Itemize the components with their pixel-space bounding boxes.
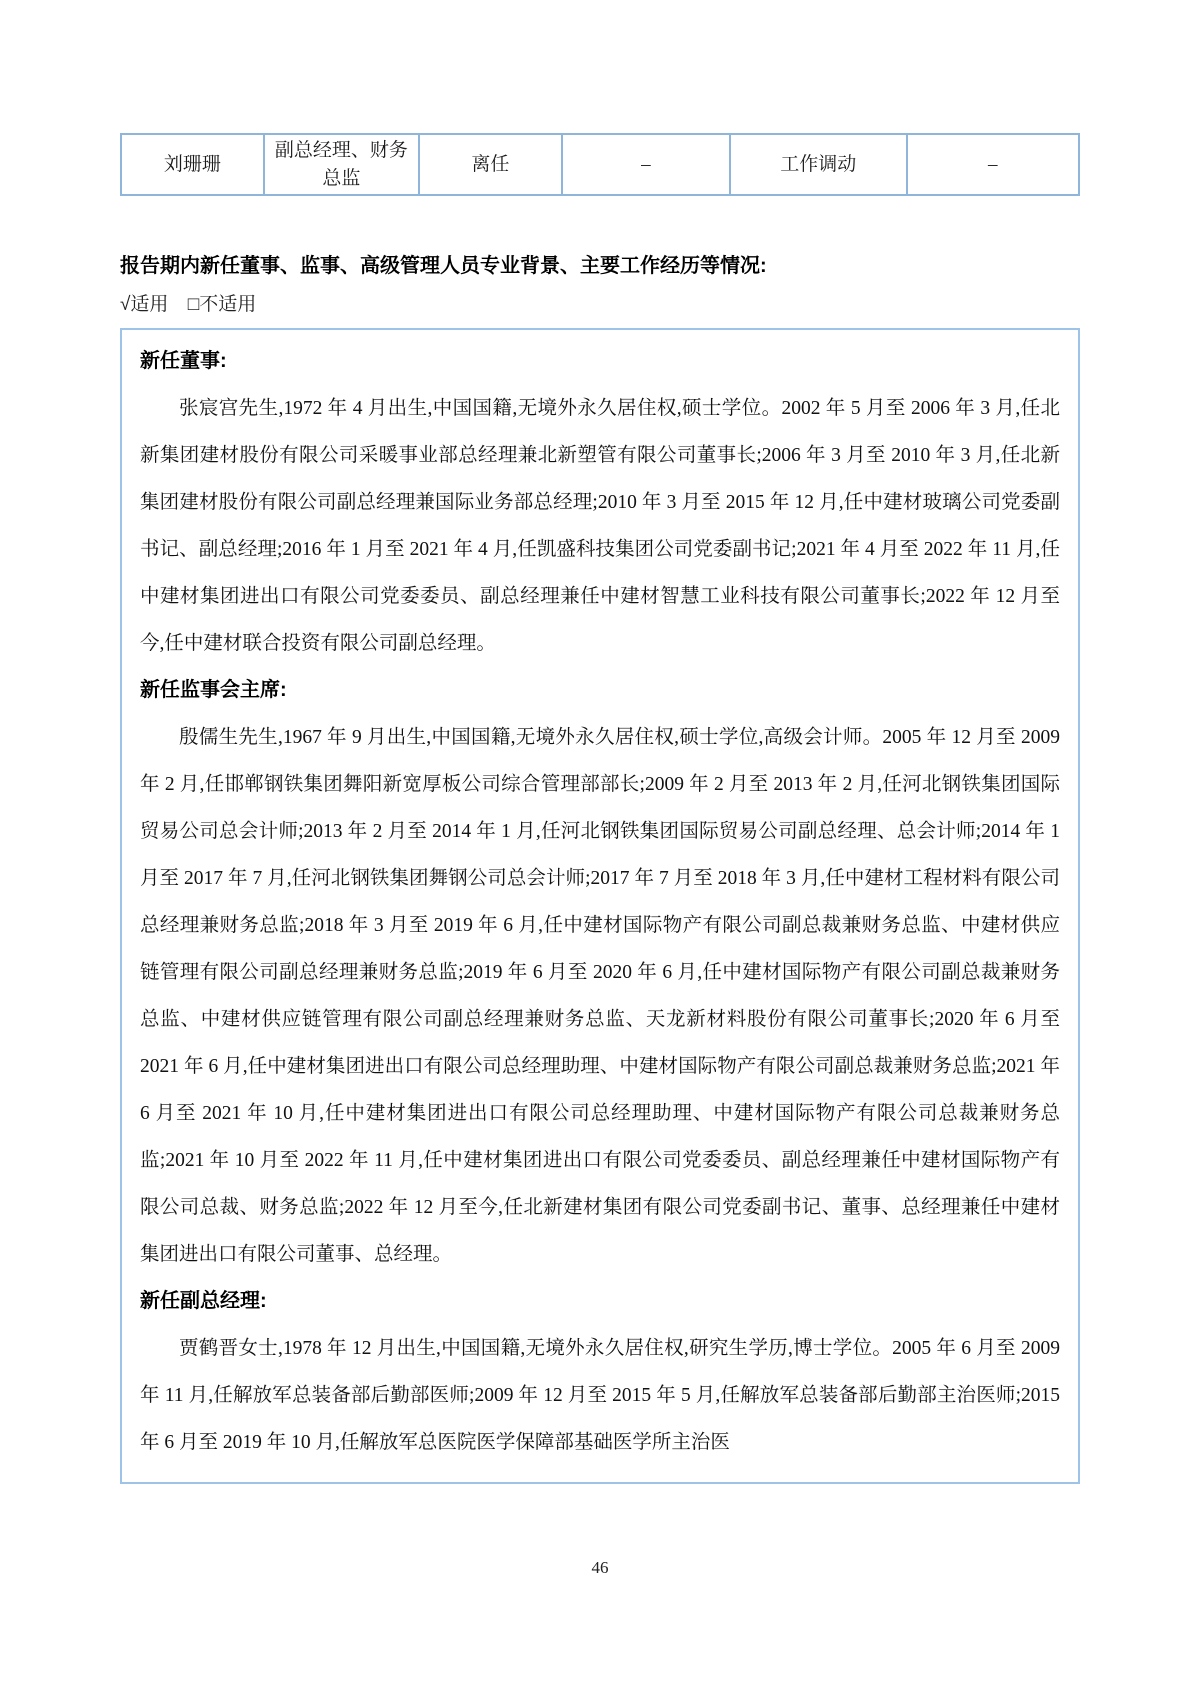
subheading-new-deputy-gm: 新任副总经理:	[140, 1290, 267, 1313]
change-type-cell: 离任	[419, 134, 562, 195]
empty-value-cell: –	[562, 134, 730, 195]
paragraph-new-deputy-gm: 贾鹤晋女士,1978 年 12 月出生,中国国籍,无境外永久居住权,研究生学历,博士学位。2005 年 6 月至 2009 年 11 月,任解放军总装备部后勤部医师;2009 年 12 月至 2015 年 5 月,任解放军总装备部后勤部主治医师;2015 年 6 月至 2019 年 10 月,任解放军总医院医学保障部基础医学所主治医	[140, 1338, 1060, 1454]
not-applicable-option: □不适用	[187, 294, 257, 316]
table-row	[121, 134, 1079, 195]
change-reason-cell: 工作调动	[730, 134, 907, 195]
subheading-new-director: 新任董事:	[140, 350, 227, 373]
paragraph-new-supervisor: 殷儒生先生,1967 年 9 月出生,中国国籍,无境外永久居住权,硕士学位,高级会计师。2005 年 12 月至 2009 年 2 月,任邯郸钢铁集团舞阳新宽厚板公司综合管理部部长;2009 年 2 月至 2013 年 2 月,任河北钢铁集团国际贸易公司总会计师;2013 年 2 月至 2014 年 1 月,任河北钢铁集团国际贸易公司副总经理、总会计师;2014 年 1 月至 2017 年 7 月,任河北钢铁集团舞钢公司总会计师;2017 年 7 月至 2018 年 3 月,任中建材工程材料有限公司总经理兼财务总监;2018 年 3 月至 2019 年 6 月,任中建材国际物产有限公司副总裁兼财务总监、中建材供应链管理有限公司副总经理兼财务总监;2019 年 6 月至 2020 年 6 月,任中建材国际物产有限公司副总裁兼财务总监、中建材供应链管理有限公司副总经理兼财务总监、天龙新材料股份有限公司董事长;2020 年 6 月至 2021 年 6 月,任中建材集团进出口有限公司总经理助理、中建材国际物产有限公司副总裁兼财务总监;2021 年 6 月至 2021 年 10 月,任中建材集团进出口有限公司总经理助理、中建材国际物产有限公司总裁兼财务总监;2021 年 10 月至 2022 年 11 月,任中建材集团进出口有限公司党委委员、副总经理兼任中建材国际物产有限公司总裁、财务总监;2022 年 12 月至今,任北新建材集团有限公司党委副书记、董事、总经理兼任中建材集团进出口有限公司董事、总经理。	[140, 727, 1060, 1266]
officer-name-cell: 刘珊珊	[121, 134, 264, 195]
page-number: 46	[591, 1558, 609, 1577]
subheading-new-supervisor: 新任监事会主席:	[140, 679, 287, 702]
empty-value-cell-2: –	[907, 134, 1079, 195]
section-heading: 报告期内新任董事、监事、高级管理人员专业背景、主要工作经历等情况:	[120, 255, 767, 278]
bio-content-box	[120, 328, 1080, 1484]
applicability-line	[120, 289, 1080, 316]
officer-title-cell: 副总经理、财务总监	[264, 134, 419, 195]
officer-change-table	[120, 133, 1080, 196]
applicable-option: √适用	[120, 294, 169, 316]
paragraph-new-director: 张宸宫先生,1972 年 4 月出生,中国国籍,无境外永久居住权,硕士学位。2002 年 5 月至 2006 年 3 月,任北新集团建材股份有限公司采暖事业部总经理兼北新塑管有限公司董事长;2006 年 3 月至 2010 年 3 月,任北新集团建材股份有限公司副总经理兼国际业务部总经理;2010 年 3 月至 2015 年 12 月,任中建材玻璃公司党委副书记、副总经理;2016 年 1 月至 2021 年 4 月,任凯盛科技集团公司党委副书记;2021 年 4 月至 2022 年 11 月,任中建材集团进出口有限公司党委委员、副总经理兼任中建材智慧工业科技有限公司董事长;2022 年 12 月至今,任中建材联合投资有限公司副总经理。	[140, 398, 1060, 655]
